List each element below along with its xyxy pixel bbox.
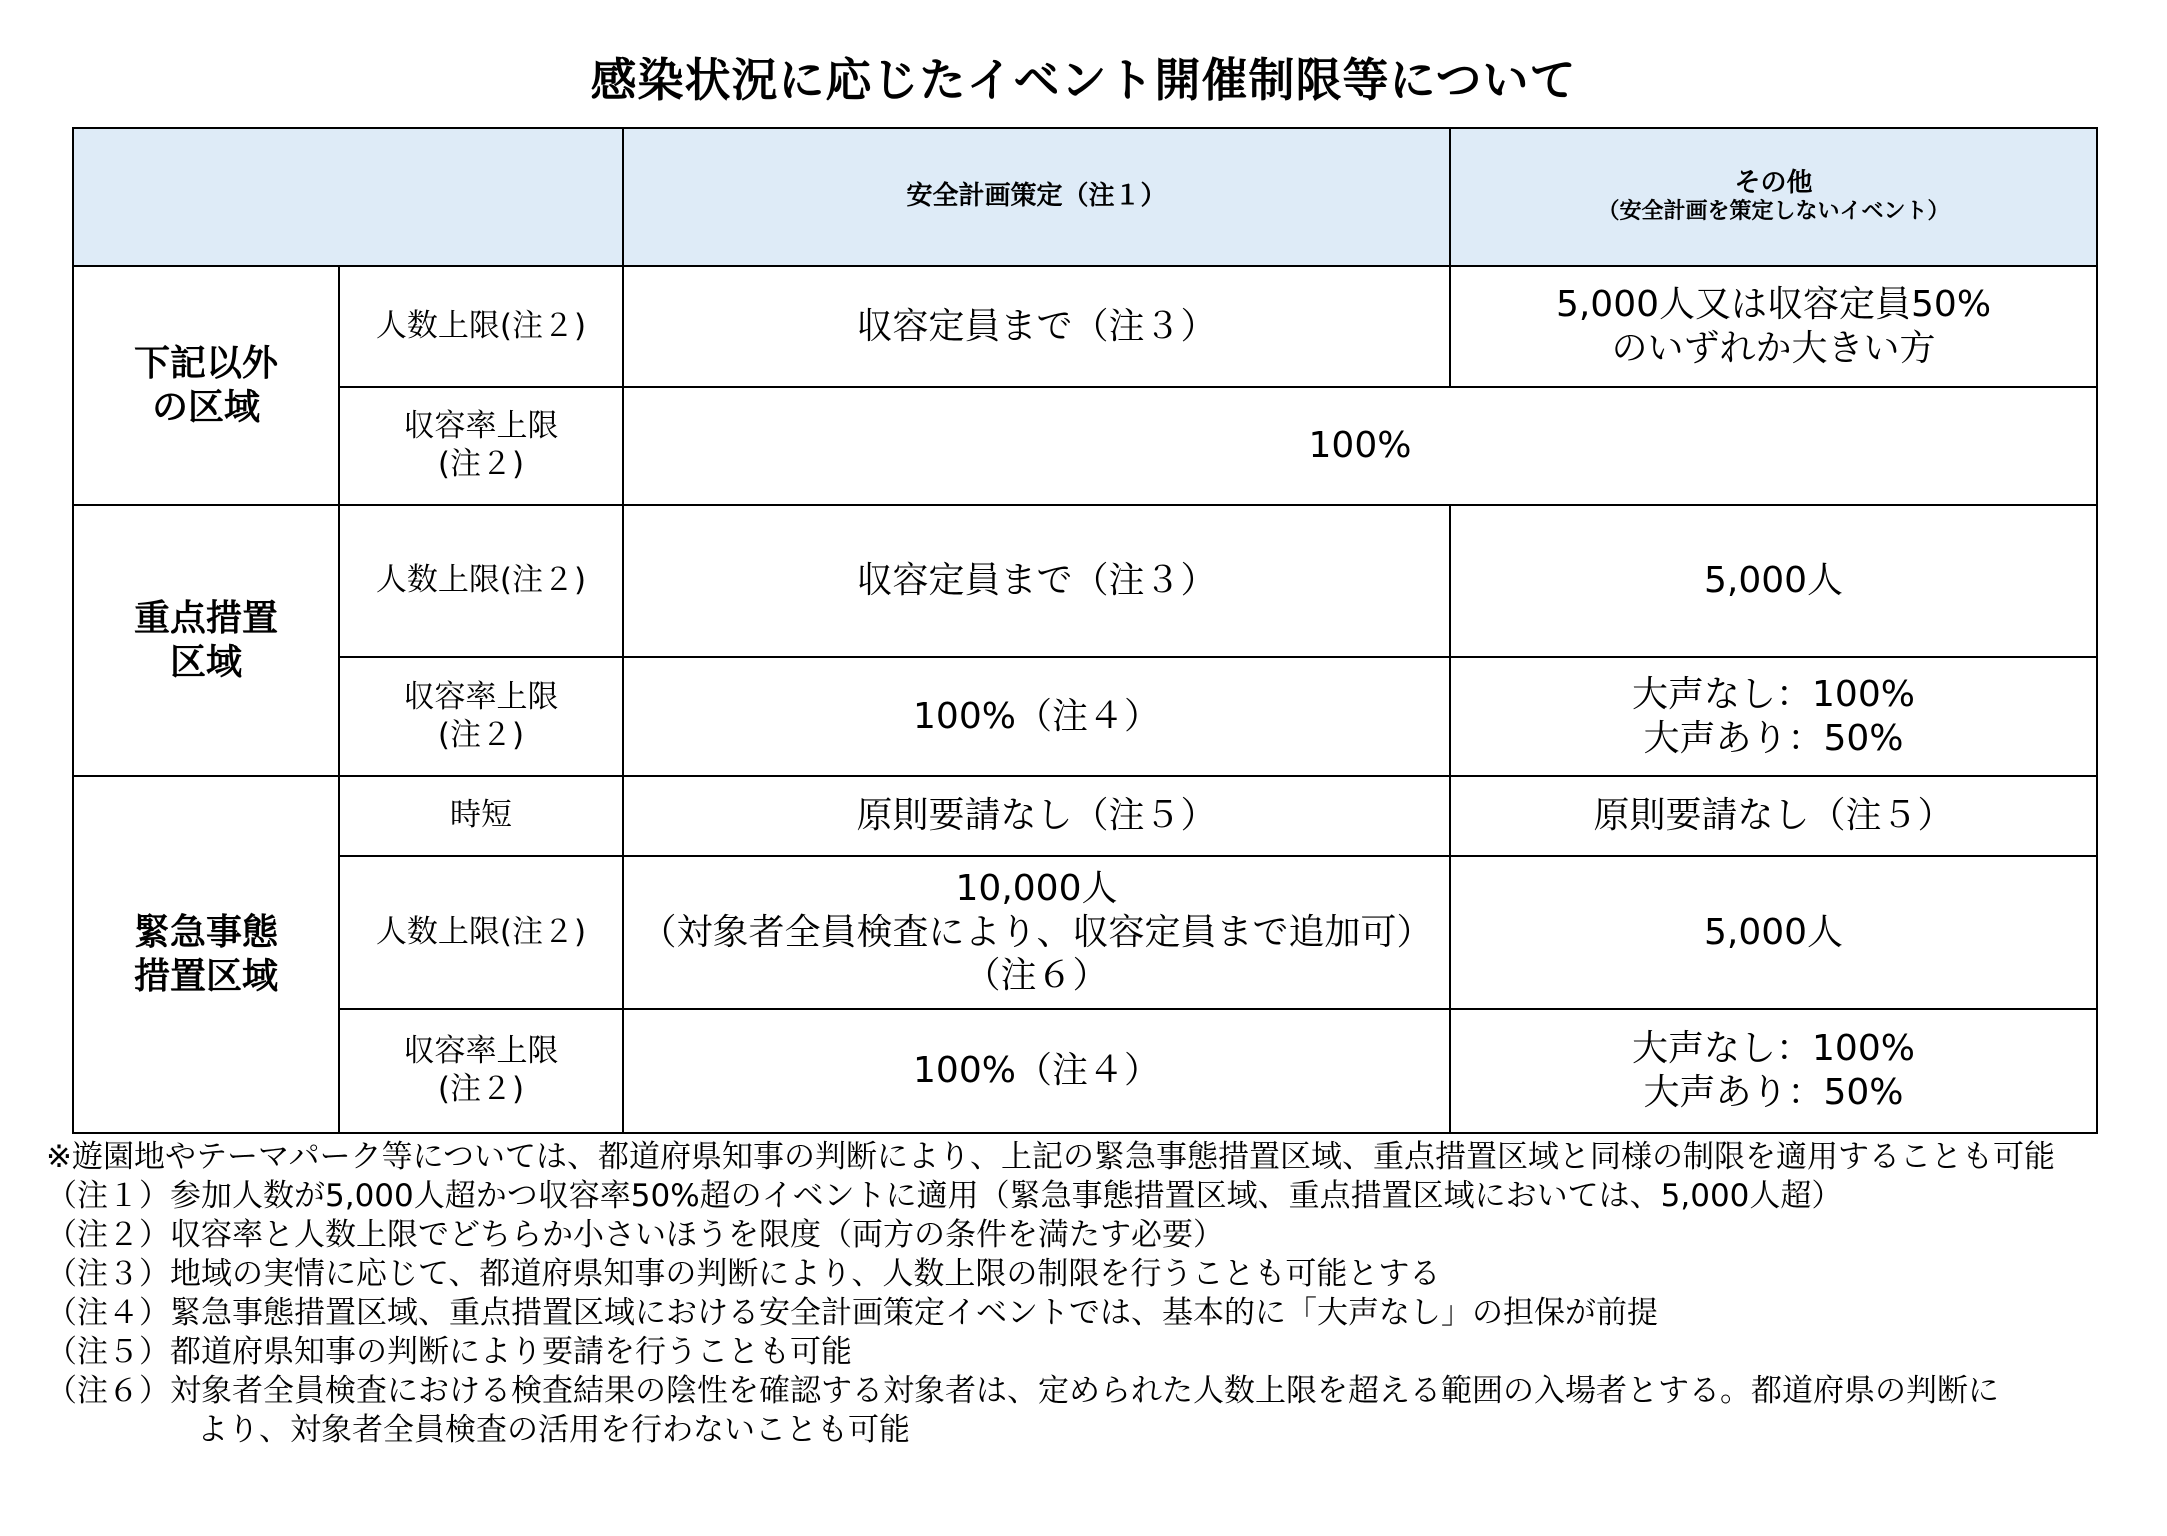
- rate-other-line2: 大声あり：50%: [1643, 1072, 1904, 1113]
- footnote-star: ※遊園地やテーマパーク等については、都道府県知事の判断により、上記の緊急事態措置区域、重点措置区域と同様の制限を適用することも可能: [46, 1139, 2056, 1175]
- rate-limit-label-line1: 収容率上限: [403, 678, 559, 715]
- rate-other-value: [1450, 657, 2097, 776]
- hours-other-value: 原則要請なし（注５）: [1450, 776, 2097, 856]
- capacity-safety-value: 収容定員まで（注３）: [623, 266, 1450, 387]
- capacity-safety-value: [623, 856, 1450, 1009]
- rate-limit-value: 100%: [623, 387, 2097, 505]
- table-row: [73, 776, 2097, 856]
- table-row: [73, 505, 2097, 657]
- header-other-subtitle: （安全計画を策定しないイベント）: [1597, 199, 1950, 225]
- capacity-limit-label: 人数上限(注２): [339, 266, 623, 387]
- rate-safety-value: 100%（注４）: [623, 657, 1450, 776]
- capacity-other-value: [1450, 266, 2097, 387]
- capacity-safety-value: 収容定員まで（注３）: [623, 505, 1450, 657]
- rate-other-line1: 大声なし：100%: [1632, 673, 1915, 715]
- capacity-other-line2: のいずれか大きい方: [1611, 327, 1936, 369]
- header-blank-cell: [73, 128, 623, 266]
- table-row: [73, 1009, 2097, 1133]
- footnote-2: （注２）収容率と人数上限でどちらか小さいほうを限度（両方の条件を満たす必要）: [46, 1217, 1224, 1253]
- rate-limit-label-line2: (注２): [437, 716, 525, 753]
- footnote-5: （注５）都道府県知事の判断により要請を行うことも可能: [46, 1334, 852, 1370]
- capacity-safety-line3: （注６）: [964, 955, 1109, 997]
- footnote-6-continued: より、対象者全員検査の活用を行わないことも可能: [197, 1412, 910, 1448]
- capacity-limit-label: 人数上限(注２): [339, 856, 623, 1009]
- table-row: [73, 856, 2097, 1009]
- rate-limit-label: [339, 1009, 623, 1133]
- capacity-other-value: 5,000人: [1450, 856, 2097, 1009]
- event-restriction-table: [72, 127, 2098, 1134]
- shortened-hours-label: 時短: [339, 776, 623, 856]
- rate-limit-label-line2: (注２): [437, 446, 525, 482]
- footnote-1: （注１）参加人数が5,000人超かつ収容率50%超のイベントに適用（緊急事態措置区域、重点措置区域においては、5,000人超）: [46, 1178, 1843, 1214]
- capacity-other-value: 5,000人: [1450, 505, 2097, 657]
- rate-limit-label: [339, 387, 623, 505]
- rate-other-value: [1450, 1009, 2097, 1133]
- header-safety-plan: 安全計画策定（注１）: [623, 128, 1450, 266]
- table-row: [73, 266, 2097, 387]
- rate-other-line2: 大声あり：50%: [1643, 717, 1904, 759]
- footnote-6: （注６）対象者全員検査における検査結果の陰性を確認する対象者は、定められた人数上限を超える範囲の入場者とする。都道府県の判断に: [46, 1373, 1999, 1409]
- header-other-title: その他: [1734, 167, 1813, 198]
- rate-safety-value: 100%（注４）: [623, 1009, 1450, 1133]
- rate-other-line1: 大声なし：100%: [1632, 1028, 1915, 1070]
- region-emergency-measures: 緊急事態 措置区域: [73, 776, 339, 1133]
- capacity-safety-line2: （対象者全員検査により、収容定員まで追加可）: [640, 911, 1433, 953]
- table-row: [73, 657, 2097, 776]
- rate-limit-label: [339, 657, 623, 776]
- rate-limit-label-line2: (注２): [437, 1071, 525, 1107]
- footnote-3: （注３）地域の実情に応じて、都道府県知事の判断により、人数上限の制限を行うことも可能とする: [46, 1256, 1441, 1292]
- capacity-safety-line1: 10,000人: [955, 867, 1118, 909]
- table-header-row: [73, 128, 2097, 266]
- region-priority-measures: 重点措置 区域: [73, 505, 339, 776]
- hours-safety-value: 原則要請なし（注５）: [623, 776, 1450, 856]
- table-row: [73, 387, 2097, 505]
- region-other-areas: 下記以外 の区域: [73, 266, 339, 505]
- rate-limit-label-line1: 収容率上限: [403, 1033, 559, 1070]
- header-other: [1450, 128, 2097, 266]
- footnotes: [46, 1138, 2161, 1450]
- footnote-4: （注４）緊急事態措置区域、重点措置区域における安全計画策定イベントでは、基本的に「大声なし」の担保が前提: [46, 1295, 1658, 1331]
- capacity-limit-label: 人数上限(注２): [339, 505, 623, 657]
- page-title: 感染状況に応じたイベント開催制限等について: [590, 53, 1577, 107]
- capacity-other-line1: 5,000人又は収容定員50%: [1555, 283, 1992, 325]
- rate-limit-label-line1: 収容率上限: [403, 408, 559, 445]
